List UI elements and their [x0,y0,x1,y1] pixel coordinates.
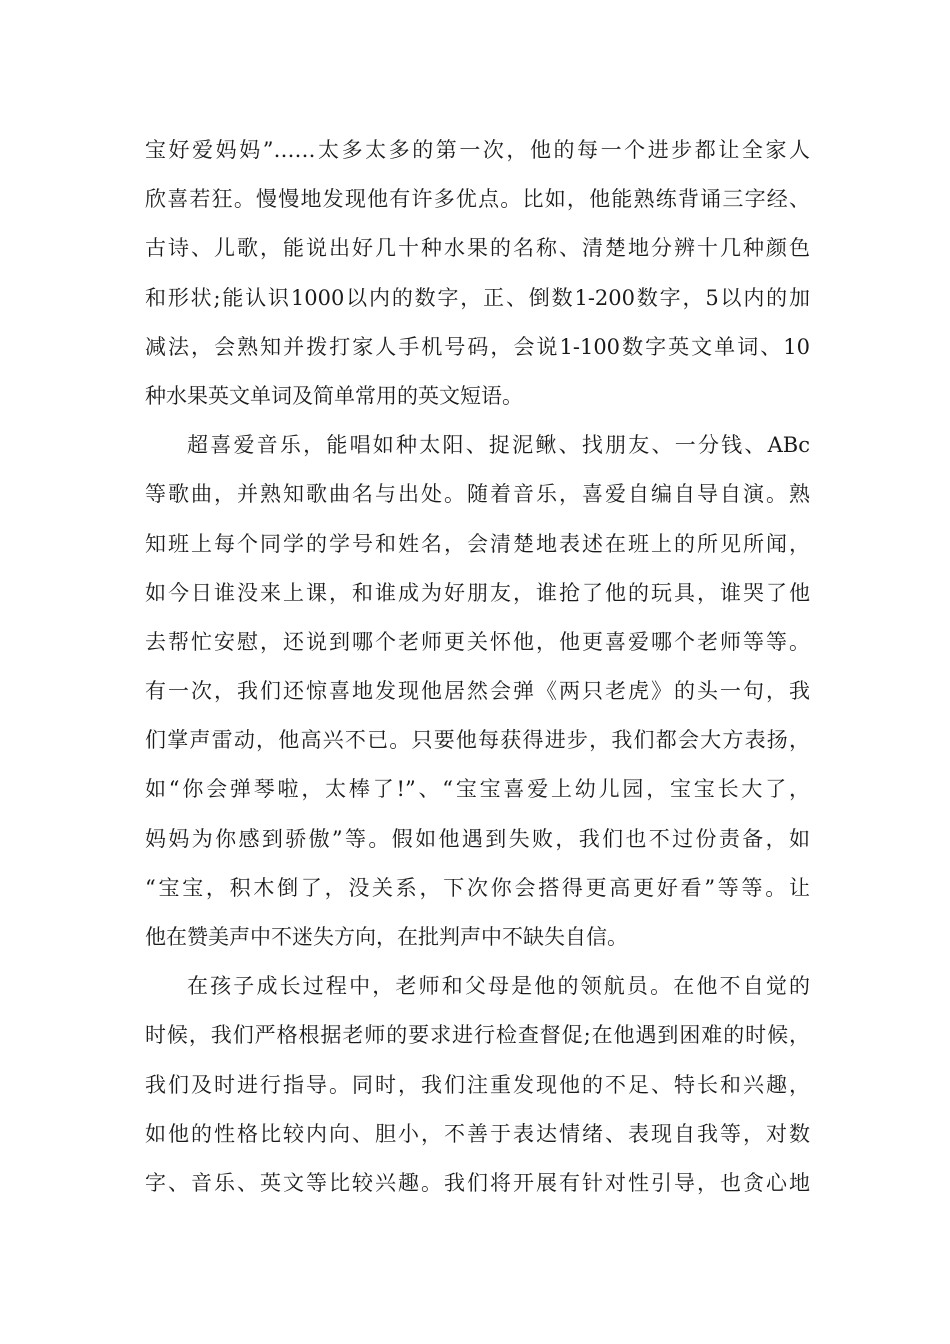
paragraph-3-line-2: 时候，我们严格根据老师的要求进行检查督促;在他遇到困难的时候， [145,1023,810,1048]
paragraph-1-line-4: 和形状;能认识1000以内的数字，正、倒数1-200数字，5以内的加 [145,285,810,310]
paragraph-2-line-10: “宝宝，积木倒了，没关系，下次你会搭得更高更好看”等等。让 [145,875,810,900]
paragraph-2-line-8: 如“你会弹琴啦，太棒了!”、“宝宝喜爱上幼儿园，宝宝长大了， [145,777,810,802]
paragraph-2-line-7: 们掌声雷动，他高兴不已。只要他每获得进步，我们都会大方表扬， [145,728,810,753]
paragraph-1-line-6: 种水果英文单词及简单常用的英文短语。 [145,383,523,408]
paragraph-3-line-1: 在孩子成长过程中，老师和父母是他的领航员。在他不自觉的 [187,974,810,999]
paragraph-2-line-6: 有一次，我们还惊喜地发现他居然会弹《两只老虎》的头一句，我 [145,679,810,704]
paragraph-2-line-11: 他在赞美声中不迷失方向，在批判声中不缺失自信。 [145,925,628,949]
paragraph-1-line-2: 欣喜若狂。慢慢地发现他有许多优点。比如，他能熟练背诵三字经、 [145,187,810,212]
paragraph-3-line-4: 如他的性格比较内向、胆小，不善于表达情绪、表现自我等，对数 [145,1121,810,1146]
paragraph-2-line-9: 妈妈为你感到骄傲”等。假如他遇到失败，我们也不过份责备，如 [145,826,810,851]
paragraph-2-line-5: 去帮忙安慰，还说到哪个老师更关怀他，他更喜爱哪个老师等等。 [145,629,810,654]
paragraph-2-line-2: 等歌曲，并熟知歌曲名与出处。随着音乐，喜爱自编自导自演。熟 [145,482,810,507]
paragraph-2-line-4: 如今日谁没来上课，和谁成为好朋友，谁抢了他的玩具，谁哭了他 [145,580,810,605]
document-body [145,126,810,1208]
paragraph-1-line-5: 减法，会熟知并拨打家人手机号码，会说1-100数字英文单词、10 [145,334,810,359]
paragraph-2-line-1: 超喜爱音乐，能唱如种太阳、捉泥鳅、找朋友、一分钱、ABc [187,433,810,458]
paragraph-1-line-1: 宝好爱妈妈”……太多太多的第一次，他的每一个进步都让全家人 [145,138,810,162]
paragraph-2-line-3: 知班上每个同学的学号和姓名，会清楚地表述在班上的所见所闻， [145,531,810,556]
paragraph-3-line-3: 我们及时进行指导。同时，我们注重发现他的不足、特长和兴趣， [145,1072,810,1097]
paragraph-3-line-5: 字、音乐、英文等比较兴趣。我们将开展有针对性引导，也贪心地 [145,1170,810,1195]
paragraph-1-line-3: 古诗、儿歌，能说出好几十种水果的名称、清楚地分辨十几种颜色 [145,236,810,261]
